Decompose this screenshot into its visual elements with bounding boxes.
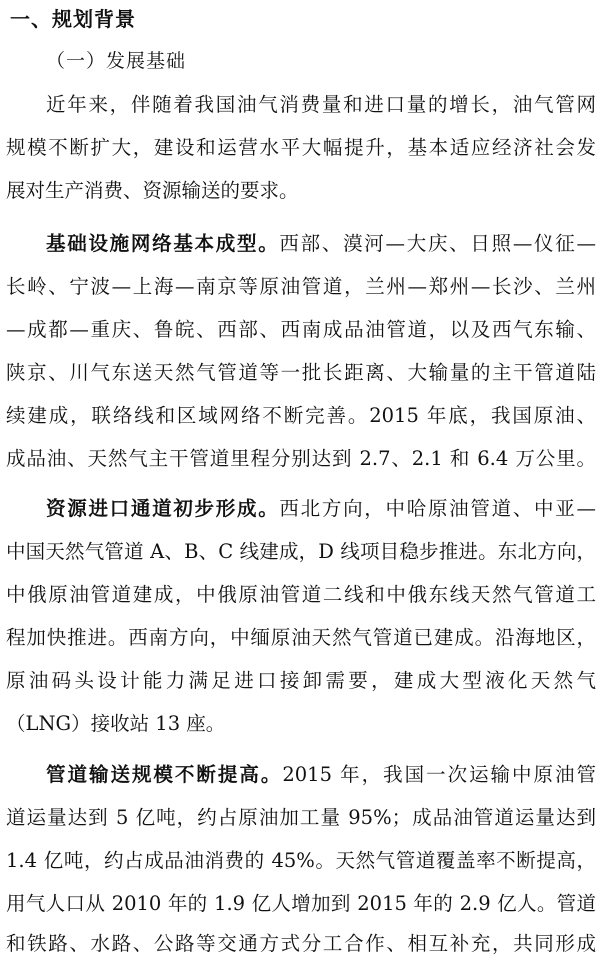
text-line: 中俄原油管道建成，中俄原油管道二线和中俄东线天然气管道工 — [6, 583, 596, 606]
text-line: 道运量达到 5 亿吨，约占原油加工量 95%；成品油管道运量达到 — [6, 806, 596, 829]
text-line: 成品油、天然气主干管道里程分别达到 2.7、2.1 和 6.4 万公里。 — [6, 447, 596, 470]
text-line: 陕京、川气东送天然气管道等一批长距离、大输量的主干管道陆 — [6, 361, 596, 384]
text-line: 和铁路、水路、公路等交通方式分工合作、相互补充，共同形成 — [6, 932, 596, 955]
text-line: 规模不断扩大，建设和运营水平大幅提升，基本适应经济社会发 — [6, 136, 596, 159]
text-line: 原油码头设计能力满足进口接卸需要，建成大型液化天然气 — [6, 669, 596, 692]
text-line: 用气人口从 2010 年的 1.9 亿人增加到 2015 年的 2.9 亿人。管道 — [6, 892, 596, 915]
text-run: 西部、漠河—大庆、日照—仪征— — [279, 232, 596, 255]
text-line: 续建成，联络线和区域网络不断完善。2015 年底，我国原油、 — [6, 404, 596, 427]
text-run: 2015 年，我国一次运输中原油管 — [282, 763, 596, 786]
paragraph-lead: 资源进口通道初步形成。 — [46, 497, 280, 520]
text-line: 展对生产消费、资源输送的要求。 — [6, 179, 299, 202]
text-line: 1.4 亿吨，约占成品油消费的 45%。天然气管道覆盖率不断提高， — [6, 849, 596, 872]
text-line: 中国天然气管道 A、B、C 线建成，D 线项目稳步推进。东北方向， — [6, 540, 596, 563]
text-line: 近年来，伴随着我国油气消费量和进口量的增长，油气管网 — [46, 93, 596, 116]
text-line: 程加快推进。西南方向，中缅原油天然气管道已建成。沿海地区， — [6, 626, 596, 649]
text-line: 长岭、宁波—上海—南京等原油管道，兰州—郑州—长沙、兰州 — [6, 275, 596, 298]
text-line — [46, 754, 596, 796]
text-line — [46, 223, 596, 265]
paragraph-lead: 管道输送规模不断提高。 — [46, 763, 283, 786]
text-line: —成都—重庆、鲁皖、西部、西南成品油管道，以及西气东输、 — [6, 318, 596, 341]
text-line: （LNG）接收站 13 座。 — [6, 712, 226, 735]
paragraph-lead: 基础设施网络基本成型。 — [46, 232, 280, 255]
subsection-heading: （一）发展基础 — [46, 50, 187, 72]
text-run: 西北方向，中哈原油管道、中亚— — [279, 497, 596, 520]
text-line — [46, 488, 596, 530]
section-heading: 一、规划背景 — [10, 7, 136, 31]
